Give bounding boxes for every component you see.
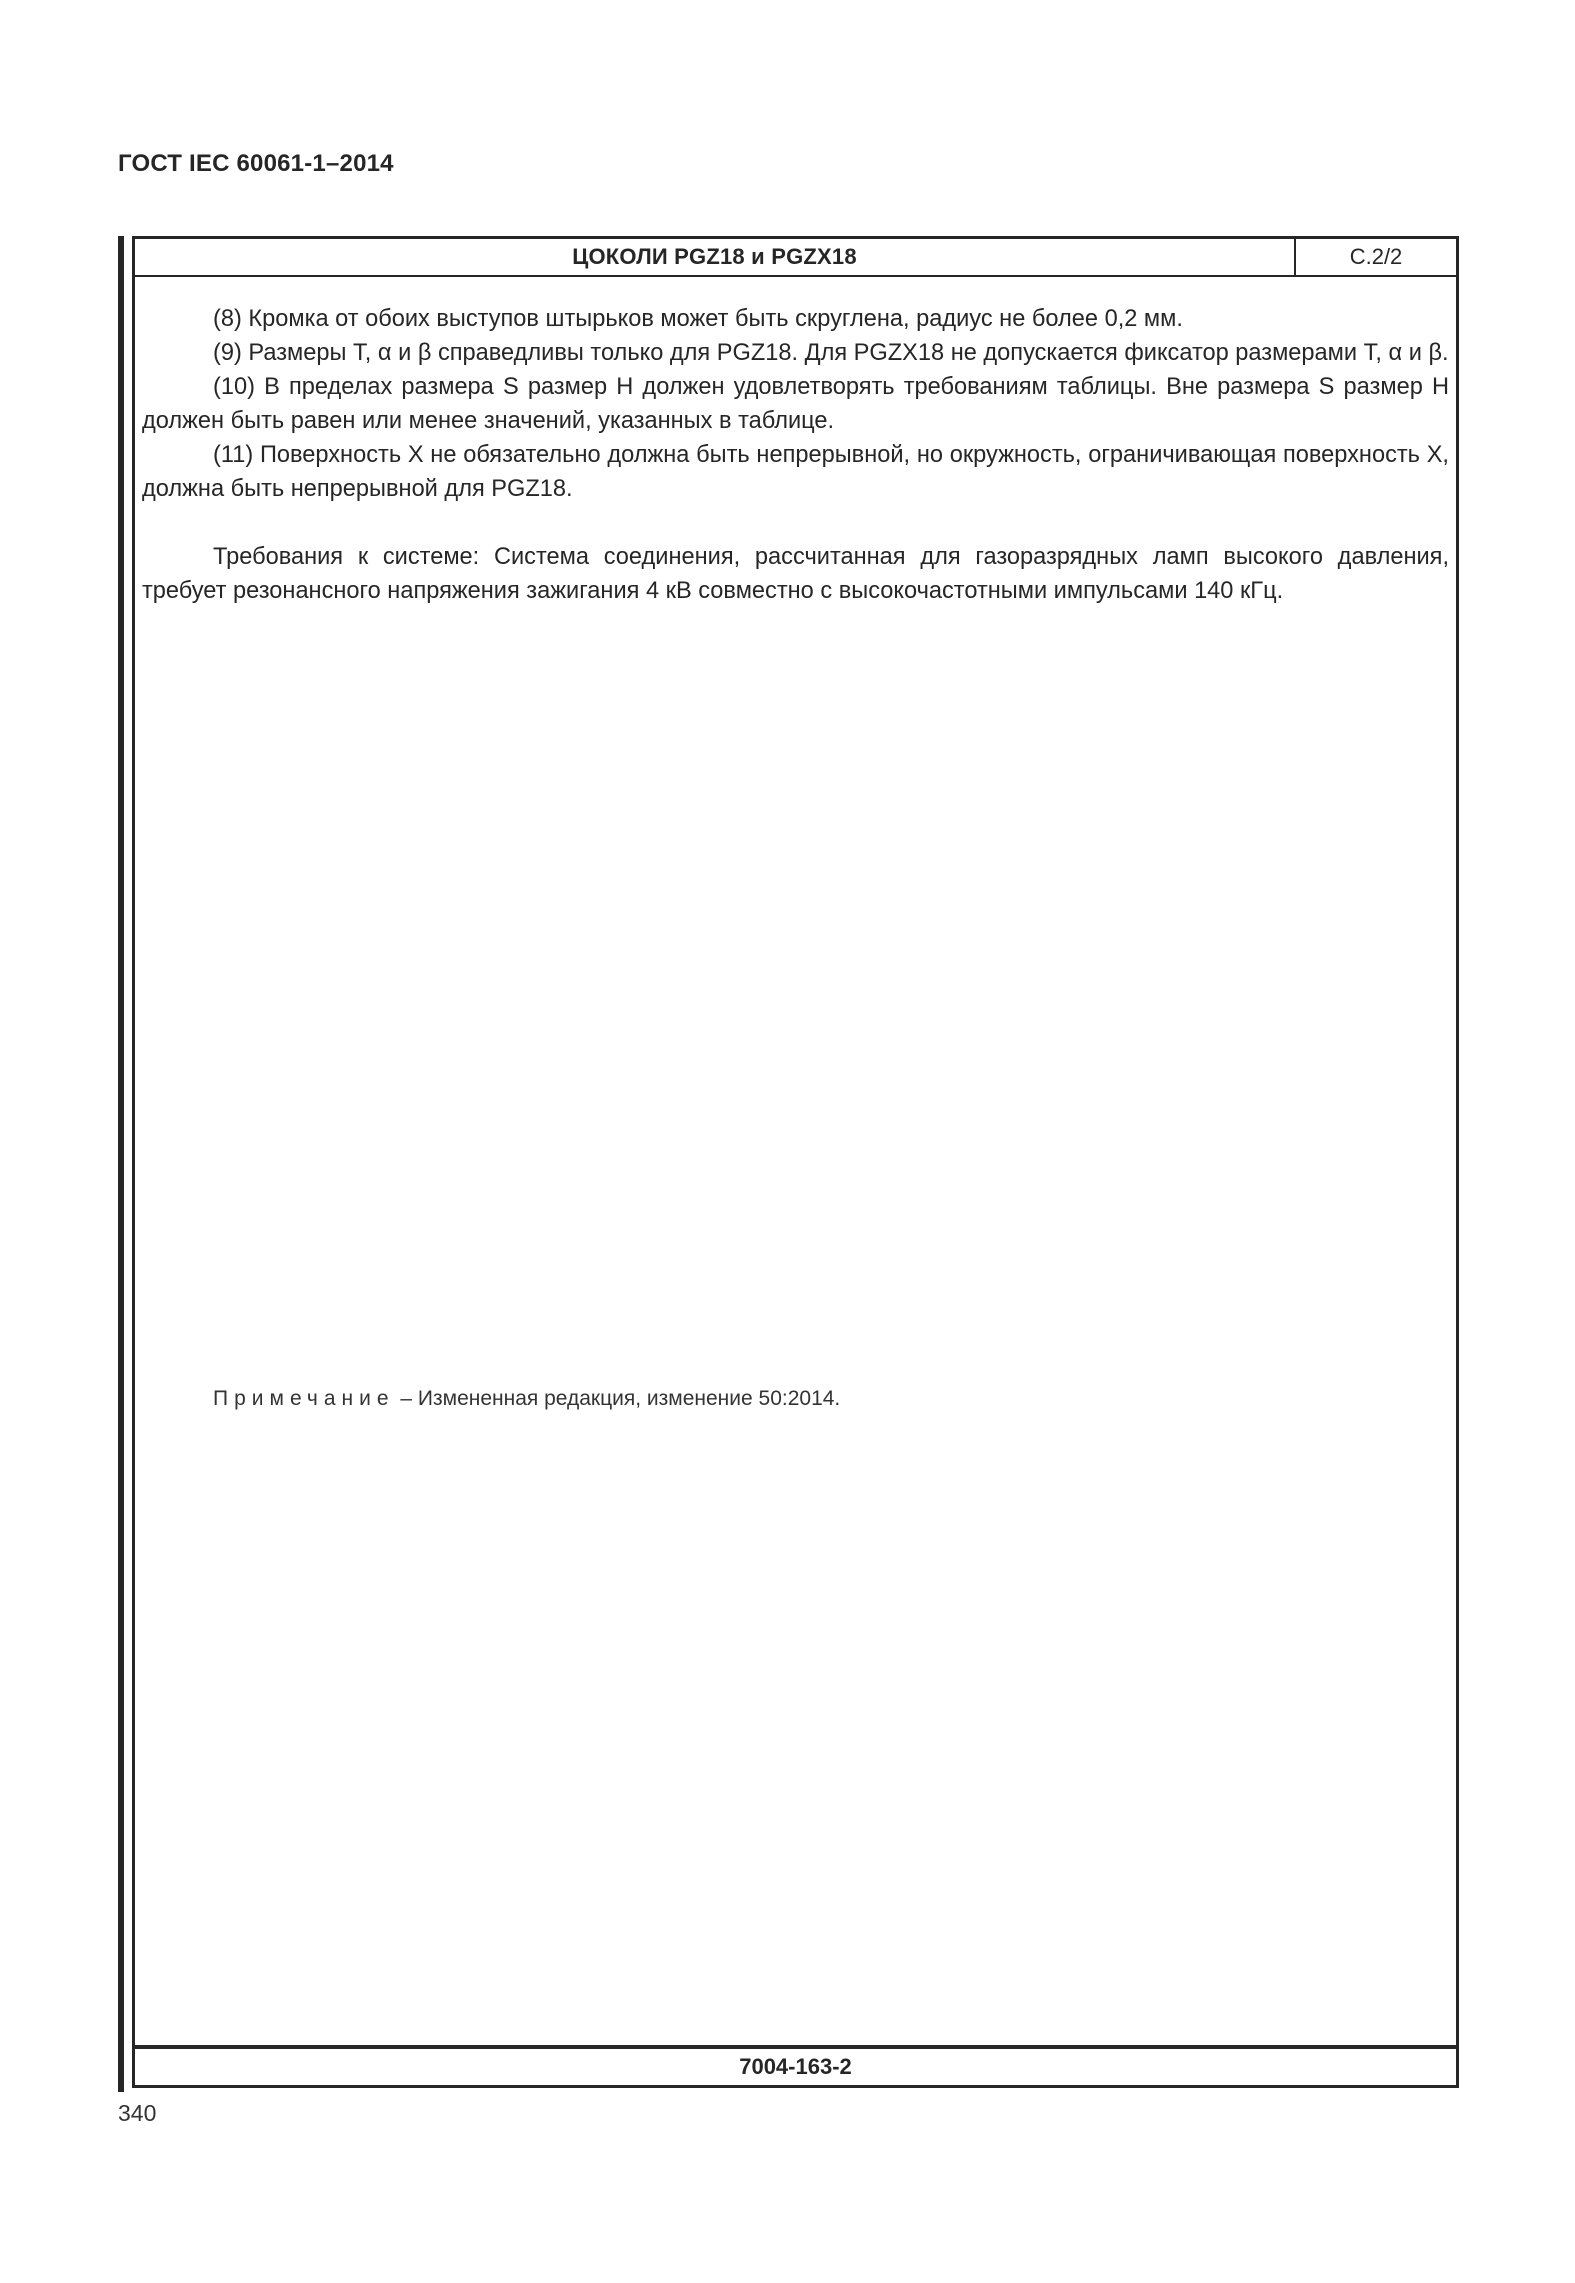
remark-text: – Измененная редакция, изменение 50:2014.: [394, 1387, 841, 1410]
sheet-body: [142, 302, 1449, 608]
note-9: (9) Размеры T, α и β справедливы только для PGZ18. Для PGZX18 не допускается фиксатор размерами T, α и β.: [213, 340, 1449, 366]
remark-label: Примечание: [213, 1387, 395, 1410]
note-11: (11) Поверхность X не обязательно должна быть непрерывной, но окружность, ограничивающая поверхность X, должна быть непрерывной для PGZ18.: [142, 442, 1449, 502]
sheet-code: 7004-163-2: [135, 2045, 1456, 2085]
page-number: 340: [118, 2100, 157, 2126]
system-requirements: Требования к системе: Система соединения, рассчитанная для газоразрядных ламп высокого давления, требует резонансного напряжения зажигания 4 кВ совместно с высокочастотными импульсами 140 кГц.: [142, 544, 1449, 604]
sheet-frame: [132, 236, 1459, 2088]
remark: [213, 1387, 840, 1411]
standard-designation: ГОСТ IEC 60061-1–2014: [118, 150, 394, 177]
sheet-title: ЦОКОЛИ PGZ18 и PGZX18: [572, 244, 857, 269]
note-10: (10) В пределах размера S размер H должен удовлетворять требованиям таблицы. Вне размера S размер H должен быть равен или менее значений, указанных в таблице.: [142, 374, 1449, 434]
binding-margin-bar: [118, 236, 124, 2092]
sheet-title-row: [135, 239, 1456, 277]
sheet-page-reference: С.2/2: [1294, 239, 1456, 275]
note-8: (8) Кромка от обоих выступов штырьков может быть скруглена, радиус не более 0,2 мм.: [213, 306, 1183, 332]
